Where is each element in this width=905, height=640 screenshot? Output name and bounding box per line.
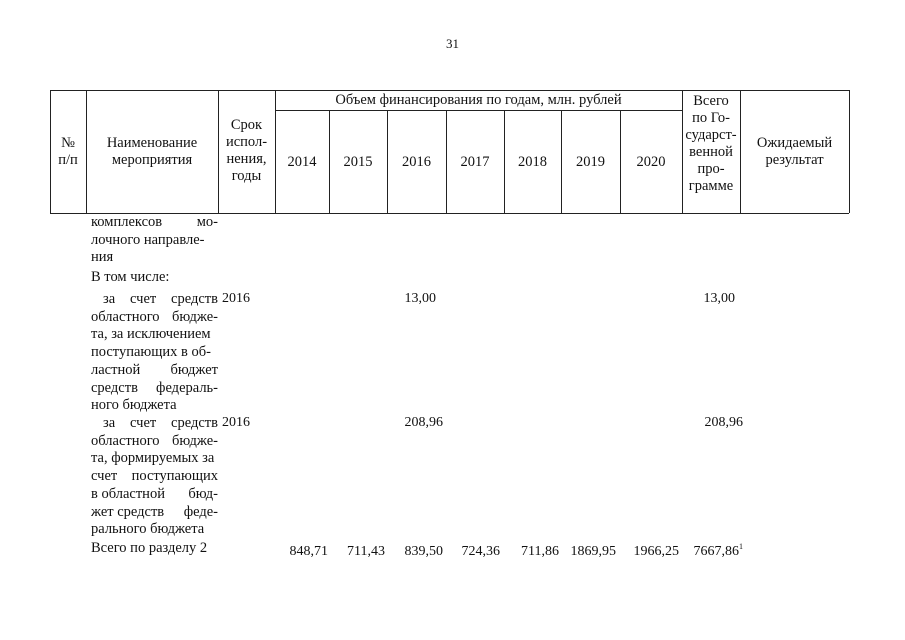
federal-term: 2016 (222, 415, 250, 430)
regional-budget-row-text: за счет средств областного бюдже- та, за исключением поступающих в об- ластной бюджет средств федераль- ного бюджета (91, 291, 218, 414)
section-total-year-value: 724,36 (461, 544, 500, 559)
header-term-col: Срок испол- нения, годы (225, 117, 268, 184)
section-total-year-value: 711,43 (347, 544, 385, 559)
including-label: В том числе: (91, 269, 170, 285)
regional-2016-value: 13,00 (404, 291, 436, 306)
section-total-year-value: 848,71 (289, 544, 328, 559)
header-name-col: Наименование мероприятия (106, 135, 198, 168)
header-year: 2014 (287, 153, 317, 170)
header-result-col: Ожидаемый результат (756, 135, 833, 168)
header-year: 2020 (636, 153, 666, 170)
section-total-year-value: 1966,25 (633, 544, 679, 559)
header-year: 2018 (518, 153, 547, 170)
header-number-col: № п/п (58, 135, 78, 168)
footnote-marker: 1 (739, 542, 743, 551)
federal-total-value: 208,96 (704, 415, 743, 430)
federal-2016-value: 208,96 (404, 415, 443, 430)
header-total-col: Всего по Го- сударст- венной про- грамме (685, 93, 737, 194)
regional-total-value: 13,00 (703, 291, 735, 306)
continuation-row-text: комплексов мо- лочного направле- ния (91, 214, 218, 266)
header-year: 2015 (343, 153, 373, 170)
page-number: 31 (446, 36, 459, 51)
section-total-year-value: 839,50 (404, 544, 443, 559)
section-total-grand-value: 7667,86$^1$ (693, 542, 743, 559)
regional-term: 2016 (222, 291, 250, 306)
header-funding-title: Объем финансирования по годам, млн. рублей (335, 92, 622, 108)
header-year: 2019 (576, 153, 605, 170)
section-total-label: Всего по разделу 2 (91, 540, 208, 556)
section-total-year-value: 1869,95 (570, 544, 616, 559)
federal-funds-row-text: за счет средств областного бюдже- та, формируемых за счет поступающих в областной бюд- жет средств феде- рального бюджета (91, 415, 218, 538)
header-year: 2017 (460, 153, 490, 170)
header-divider (849, 90, 850, 213)
section-total-year-value: 711,86 (521, 544, 559, 559)
header-year: 2016 (402, 153, 431, 170)
